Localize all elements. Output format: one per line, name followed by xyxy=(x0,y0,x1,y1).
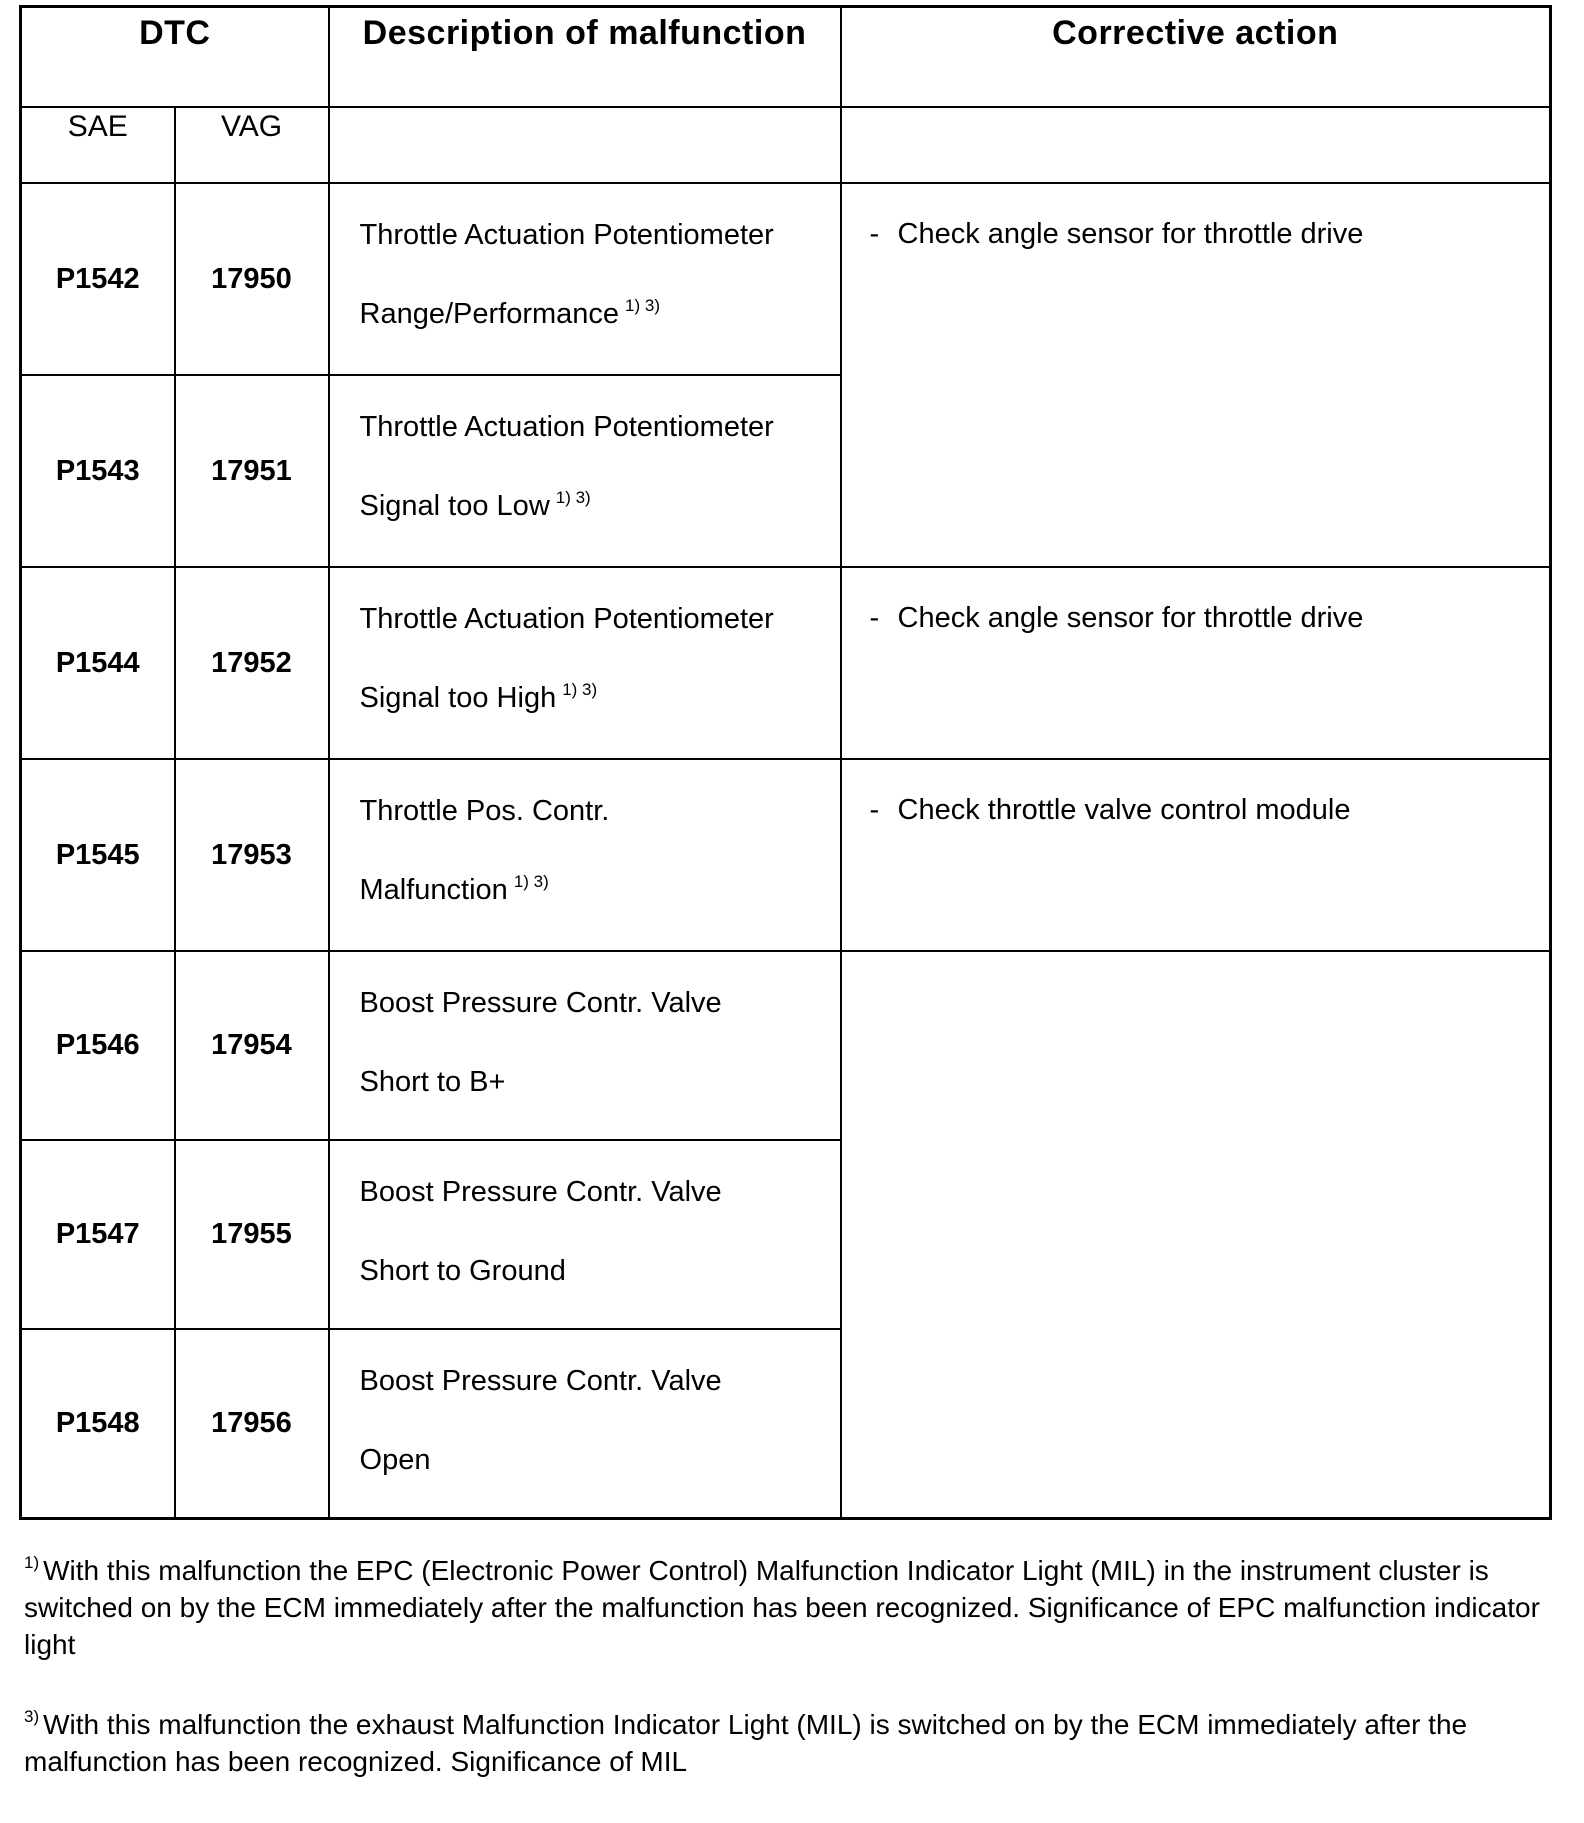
action-text: Check angle sensor for throttle drive xyxy=(897,602,1364,634)
dtc-table xyxy=(19,5,1552,1520)
corrective-action xyxy=(841,759,1551,951)
description-line: Short to B+ xyxy=(359,1066,506,1098)
malfunction-description xyxy=(329,375,841,567)
description-line: Throttle Actuation Potentiometer xyxy=(359,219,774,251)
action-dash: - xyxy=(869,794,880,826)
sae-code: P1542 xyxy=(21,183,175,375)
sae-code: P1547 xyxy=(21,1140,175,1329)
vag-code: 17954 xyxy=(175,951,329,1140)
footnote-text: With this malfunction the exhaust Malfunction Indicator Light (MIL) is switched on by the ECM immediately after the malfunction has been recognized. Significance of MIL xyxy=(24,1709,1468,1777)
malfunction-description xyxy=(329,1140,841,1329)
vag-code: 17955 xyxy=(175,1140,329,1329)
description-subheader-empty xyxy=(329,107,841,183)
malfunction-description xyxy=(329,183,841,375)
malfunction-description xyxy=(329,759,841,951)
footnote-text: With this malfunction the EPC (Electronic Power Control) Malfunction Indicator Light (MIL) in the instrument cluster is switched on by the ECM immediately after the malfunction has been recognized. Significance of EPC malfunction indicator light xyxy=(24,1555,1540,1660)
corrective-action-empty xyxy=(841,951,1551,1518)
footnote-ref: 1) 3) xyxy=(562,680,598,699)
description-line: Range/Performance xyxy=(359,298,620,330)
description-line: Signal too Low xyxy=(359,490,550,522)
footnotes xyxy=(24,1552,1544,1823)
table-row xyxy=(21,183,1551,375)
description-line: Throttle Actuation Potentiometer xyxy=(359,603,774,635)
footnote-mark: 3) xyxy=(24,1707,40,1726)
description-line: Throttle Pos. Contr. xyxy=(359,795,610,827)
footnote-ref: 1) 3) xyxy=(625,296,661,315)
action-dash: - xyxy=(869,218,880,250)
vag-code: 17952 xyxy=(175,567,329,759)
sae-code: P1546 xyxy=(21,951,175,1140)
sae-code: P1545 xyxy=(21,759,175,951)
corrective-action xyxy=(841,567,1551,759)
header-row xyxy=(21,7,1551,108)
description-header: Description of malfunction xyxy=(329,7,841,108)
description-line: Boost Pressure Contr. Valve xyxy=(359,987,722,1019)
footnote-ref: 1) 3) xyxy=(513,872,549,891)
footnote-ref: 1) 3) xyxy=(555,488,591,507)
description-line: Signal too High xyxy=(359,682,557,714)
sae-code: P1543 xyxy=(21,375,175,567)
vag-code: 17950 xyxy=(175,183,329,375)
description-line: Open xyxy=(359,1444,431,1476)
vag-code: 17956 xyxy=(175,1329,329,1518)
corrective-action xyxy=(841,183,1551,567)
vag-code: 17953 xyxy=(175,759,329,951)
vag-code: 17951 xyxy=(175,375,329,567)
description-line: Short to Ground xyxy=(359,1255,566,1287)
sae-code: P1548 xyxy=(21,1329,175,1518)
action-subheader-empty xyxy=(841,107,1551,183)
action-text: Check angle sensor for throttle drive xyxy=(897,218,1364,250)
dtc-header: DTC xyxy=(21,7,329,108)
malfunction-description xyxy=(329,951,841,1140)
description-line: Boost Pressure Contr. Valve xyxy=(359,1365,722,1397)
footnote-mark: 1) xyxy=(24,1553,40,1572)
malfunction-description xyxy=(329,567,841,759)
table-row xyxy=(21,567,1551,759)
action-header: Corrective action xyxy=(841,7,1551,108)
description-line: Boost Pressure Contr. Valve xyxy=(359,1176,722,1208)
description-line: Malfunction xyxy=(359,874,508,906)
sae-header: SAE xyxy=(21,107,175,183)
action-text: Check throttle valve control module xyxy=(897,794,1351,826)
action-dash: - xyxy=(869,602,880,634)
description-line: Throttle Actuation Potentiometer xyxy=(359,411,774,443)
table-row xyxy=(21,759,1551,951)
subheader-row xyxy=(21,107,1551,183)
vag-header: VAG xyxy=(175,107,329,183)
malfunction-description xyxy=(329,1329,841,1518)
sae-code: P1544 xyxy=(21,567,175,759)
footnote-3 xyxy=(24,1706,1544,1780)
footnote-1 xyxy=(24,1552,1544,1663)
table-row xyxy=(21,951,1551,1140)
